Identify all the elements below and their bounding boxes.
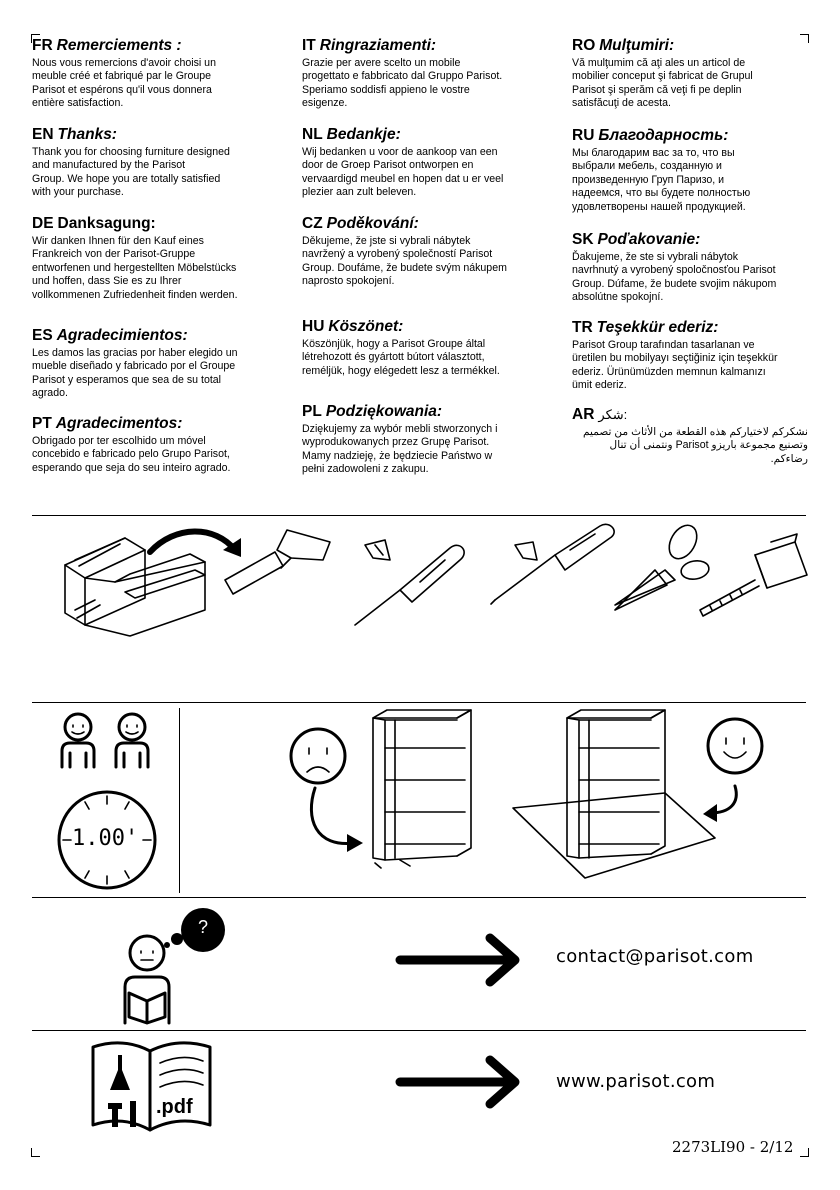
block-heading: TR Teşekkür ederiz: [572, 319, 719, 336]
block-heading: NL Bedankje: [302, 126, 401, 143]
block-heading: SK Poďakovanie: [572, 231, 701, 248]
thanks-column-2 [302, 37, 538, 477]
block-heading: IT Ringraziamenti: [302, 37, 437, 54]
arrow-icon [150, 531, 241, 557]
bookcase-on-mat-icon [513, 710, 715, 878]
thanks-block-it [302, 37, 538, 126]
thanks-block-cz [302, 215, 538, 318]
screwdriver-flat-icon [491, 524, 614, 604]
tools-small-icon [108, 1055, 136, 1127]
block-heading: PT Agradecimentos: [32, 415, 183, 432]
arrow-right-icon [395, 1055, 525, 1110]
bookcase-illustration [285, 708, 785, 893]
divider [32, 1030, 806, 1031]
block-text: Les damos las gracias por haber elegido un mueble diseñado y fabricado por el Groupe Parisot y esperamos que sea de su total agrado. [32, 347, 238, 400]
website-link[interactable]: www.parisot.com [556, 1071, 716, 1092]
crop-mark [31, 1148, 40, 1157]
document-reference: 2273LI90 - 2/12 [672, 1138, 794, 1156]
thanks-block-tr [572, 319, 808, 406]
block-heading: DE Danksagung: [32, 215, 156, 232]
block-heading: PL Podziękowania: [302, 403, 443, 420]
block-text: Děkujeme, že jste si vybrali nábytek navržený a vyrobený společností Parisot Group. Doufáme, že budete svým nákupem naprosto spokojení. [302, 235, 507, 288]
person-icon [62, 714, 94, 767]
block-text: Thank you for choosing furniture designed and manufactured by the Parisot Group. We hope you are totally satisfied with your purchase. [32, 146, 230, 199]
block-heading: EN Thanks: [32, 126, 117, 143]
sad-face-icon [291, 729, 363, 852]
thanks-block-hu [302, 318, 538, 403]
block-heading: RO Mulţumiri: [572, 37, 675, 54]
thanks-block-en [32, 126, 268, 215]
thanks-block-ar [572, 406, 808, 466]
tools-illustration [55, 520, 815, 650]
block-heading: CZ Poděkování: [302, 215, 419, 232]
thanks-block-es [32, 327, 268, 415]
bookcase-icon [373, 710, 471, 868]
thanks-column-3 [572, 37, 808, 466]
screwdriver-phillips-icon [355, 540, 464, 625]
arrow-right-icon [395, 933, 525, 988]
divider [32, 702, 806, 703]
block-heading: FR Remerciements : [32, 37, 182, 54]
tape-measure-icon [700, 534, 807, 616]
thanks-block-ro [572, 37, 808, 127]
thanks-block-sk [572, 231, 808, 319]
reader-illustration [115, 905, 255, 1027]
block-text: Nous vous remercions d'avoir choisi un meuble créé et fabriqué par le Groupe Parisot et espérons qu'il vous donnera entière satisfaction. [32, 57, 216, 110]
toolbox-icon [65, 538, 205, 636]
block-text: Dziękujemy za wybór mebli stworzonych i wyprodukowanych przez Grupę Parisot. Mamy nadzieję, że będziecie Państwo w pełni zadowoleni z zakupu. [302, 423, 498, 476]
thanks-block-fr [32, 37, 268, 126]
person-icon [116, 714, 148, 767]
block-text: نشكركم لاختياركم هذه القطعة من الأثاث من تصميم وتصنيع مجموعة باريزو Parisot ونتمنى أن تنال رضاءكم. [582, 426, 808, 465]
thought-bubble-icon [164, 908, 225, 952]
thanks-block-pt [32, 415, 268, 475]
block-text: Wij bedanken u voor de aankoop van een door de Groep Parisot ontworpen en vervaardigd meubel en hopen dat u er veel plezier aan zult beleven. [302, 146, 504, 199]
block-text: Grazie per avere scelto un mobile progettato e fabbricato dal Gruppo Parisot. Speriamo soddisfi appieno le vostre esigenze. [302, 57, 503, 110]
assembly-time-label: 1.00' [72, 826, 139, 851]
people-clock-illustration [40, 705, 180, 895]
block-heading: ES Agradecimientos: [32, 327, 188, 344]
thanks-block-ru [572, 127, 808, 231]
block-heading: RU Благодарность: [572, 127, 729, 144]
divider [32, 897, 806, 898]
block-text: Wir danken Ihnen für den Kauf eines Frankreich von der Parisot-Gruppe entworfenen und hergestellten Möbelstücks und hoffen, dass Sie es zu Ihrer vollkommenen Zufriedenheit finden werden. [32, 235, 238, 301]
block-text: Ďakujeme, že ste si vybrali nábytok navrhnutý a vyrobený spoločnosťou Parisot Group. Dúfame, že budete svojim nákupom absolútne spokojní. [572, 251, 777, 304]
thanks-block-nl [302, 126, 538, 215]
person-reading-icon [125, 936, 169, 1023]
contact-email-link[interactable]: contact@parisot.com [556, 946, 754, 967]
thanks-block-de [32, 215, 268, 327]
manual-book-illustration [88, 1035, 218, 1135]
divider [32, 515, 806, 516]
question-mark: ? [198, 917, 209, 937]
thanks-column-1 [32, 37, 268, 475]
block-text: Vă mulţumim că aţi ales un articol de mobilier conceput şi fabricat de Grupul Parisot şi sperăm că veţi fi pe deplin satisfăcuţi de acesta. [572, 57, 753, 110]
crop-mark [800, 1148, 809, 1157]
block-text: Мы благодарим вас за то, что вы выбрали мебель, созданную и произведенную Груп Паризо, и надеемся, что вы будете полностью удовлетворены нашей продукцией. [572, 147, 751, 213]
block-heading: AR شكر: [572, 406, 628, 423]
happy-face-icon [703, 719, 762, 822]
block-heading: HU Köszönet: [302, 318, 404, 335]
scissors-icon [615, 520, 710, 610]
pdf-label: .pdf [156, 1096, 193, 1118]
thanks-block-pl [302, 403, 538, 477]
block-text: Köszönjük, hogy a Parisot Groupe által létrehozott és gyártott bútort választott, reméljük, hogy elégedett lesz a termékkel. [302, 338, 500, 377]
block-text: Obrigado por ter escolhido um móvel concebido e fabricado pelo Grupo Parisot, esperando que seja do seu inteiro agrado. [32, 435, 231, 474]
block-text: Parisot Group tarafından tasarlanan ve üretilen bu mobilyayı seçtiğiniz için teşekkür ederiz. Ürünümüzden memnun kalmanızı ümit ederiz. [572, 339, 778, 392]
